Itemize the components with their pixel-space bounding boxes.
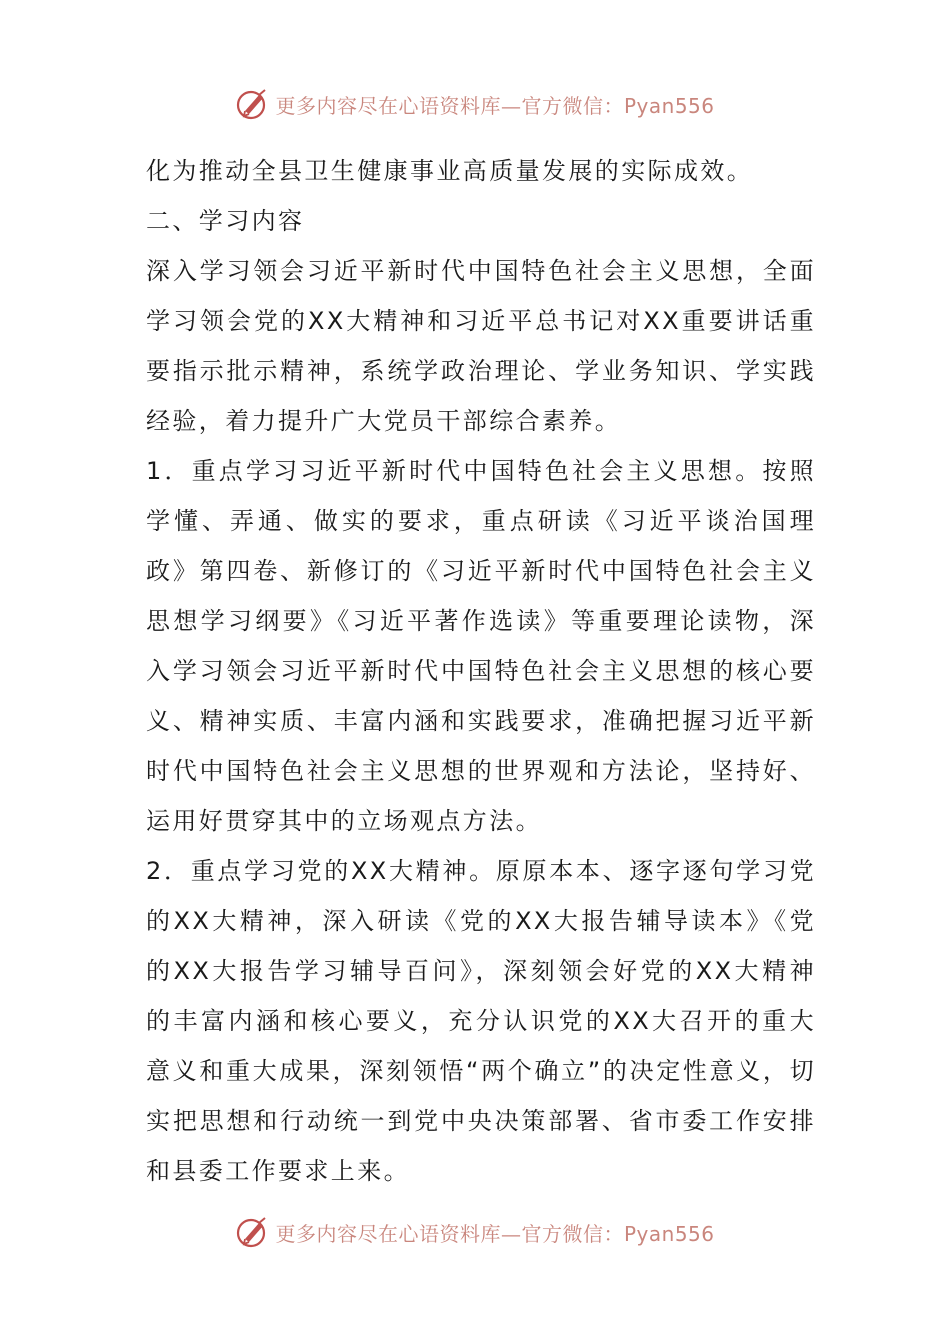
document-body <box>146 146 816 1196</box>
watermark-handle: Pyan556 <box>623 93 715 118</box>
watermark-text: 更多内容尽在心语资料库—官方微信： <box>275 93 624 118</box>
watermark-text: 更多内容尽在心语资料库—官方微信： <box>275 1221 624 1246</box>
pen-logo-icon <box>235 1214 271 1250</box>
paragraph-intro: 深入学习领会习近平新时代中国特色社会主义思想，全面学习领会党的XX大精神和习近平总书记对XX重要讲话重要指示批示精神，系统学政治理论、学业务知识、学实践经验，着力提升广大党员干部综合素养。 <box>146 257 816 435</box>
section-heading: 二、学习内容 <box>146 207 305 235</box>
watermark-handle: Pyan556 <box>623 1221 715 1246</box>
watermark-header <box>0 84 950 124</box>
watermark-footer <box>0 1212 950 1252</box>
paragraph-item-1: 1．重点学习习近平新时代中国特色社会主义思想。按照学懂、弄通、做实的要求，重点研读《习近平谈治国理政》第四卷、新修订的《习近平新时代中国特色社会主义思想学习纲要》《习近平著作选读》等重要理论读物，深入学习领会习近平新时代中国特色社会主义思想的核心要义、精神实质、丰富内涵和实践要求，准确把握习近平新时代中国特色社会主义思想的世界观和方法论，坚持好、运用好贯穿其中的立场观点方法。 <box>146 457 816 835</box>
pen-logo-icon <box>235 86 271 122</box>
paragraph-continuation: 化为推动全县卫生健康事业高质量发展的实际成效。 <box>146 157 754 185</box>
paragraph-item-2: 2．重点学习党的XX大精神。原原本本、逐字逐句学习党的XX大精神，深入研读《党的XX大报告辅导读本》《党的XX大报告学习辅导百问》，深刻领会好党的XX大精神的丰富内涵和核心要义，充分认识党的XX大召开的重大意义和重大成果，深刻领悟“两个确立”的决定性意义，切实把思想和行动统一到党中央决策部署、省市委工作安排和县委工作要求上来。 <box>146 857 816 1185</box>
